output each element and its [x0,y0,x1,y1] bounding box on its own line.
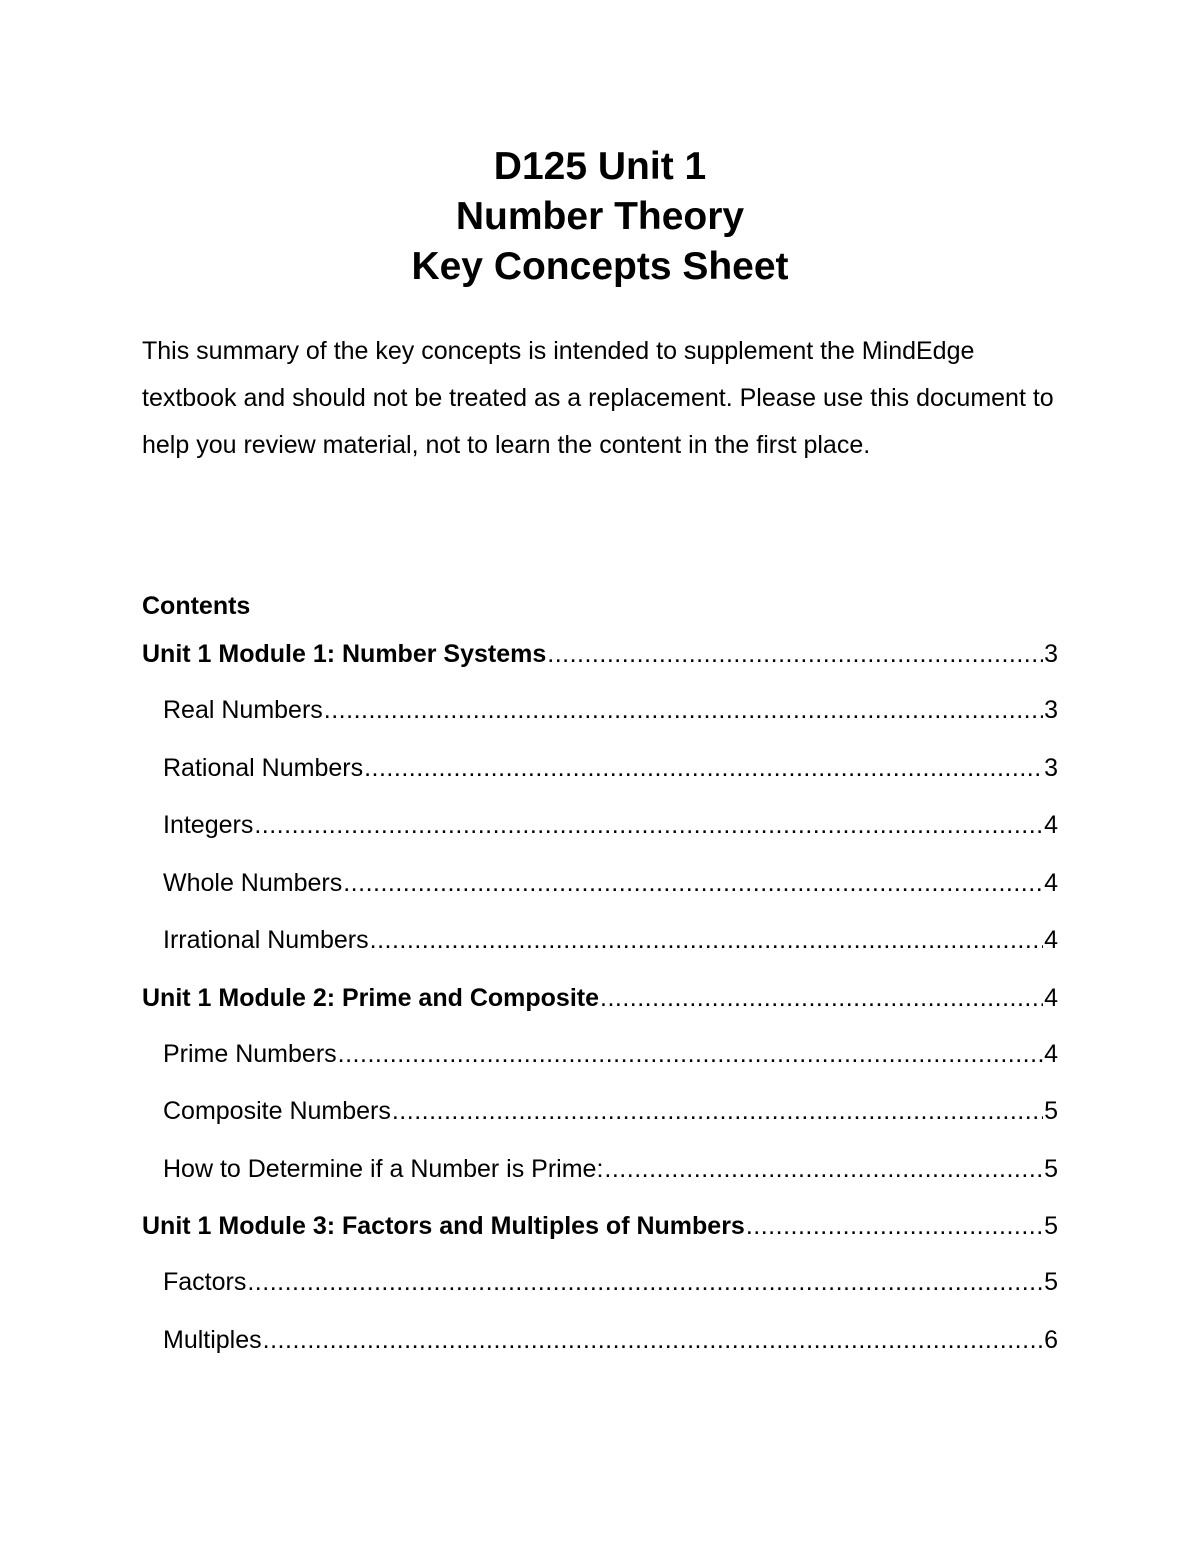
contents-heading: Contents [142,592,251,620]
toc-entry-real-numbers[interactable] [142,691,1058,749]
toc-entry-composite-numbers[interactable] [142,1092,1058,1150]
table-of-contents [142,635,1058,1378]
toc-entry-label: Prime Numbers [163,1039,337,1068]
toc-entry-label: Unit 1 Module 3: Factors and Multiples of Numbers [142,1212,745,1240]
toc-page-number: 5 [1044,1212,1058,1240]
toc-page-number: 3 [1044,753,1058,782]
intro-paragraph: This summary of the key concepts is intended to supplement the MindEdge textbook and should not be treated as a replacement. Please use this document to help you review material, not to learn the content in the first place. [142,337,1054,459]
toc-leader-dots [370,921,1043,959]
toc-entry-multiples[interactable] [142,1321,1058,1379]
toc-entry-label: Whole Numbers [163,868,343,897]
toc-leader-dots [600,979,1043,1017]
toc-entry-label: Unit 1 Module 2: Prime and Composite [142,983,599,1012]
toc-entry-label: Multiples [163,1325,262,1354]
toc-entry-label: Composite Numbers [163,1097,391,1125]
toc-page-number: 6 [1044,1325,1058,1354]
toc-leader-dots [263,1321,1043,1359]
toc-page-number: 5 [1044,1268,1058,1296]
toc-entry-label: Real Numbers [163,696,323,724]
title-line-course: D125 Unit 1 [493,145,707,188]
toc-page-number: 3 [1044,640,1058,668]
toc-entry-label: Integers [163,811,254,839]
toc-leader-dots [746,1207,1043,1245]
title-line-sheet: Key Concepts Sheet [411,245,789,288]
toc-page-number: 5 [1044,1097,1058,1125]
toc-entry-factors[interactable] [142,1263,1058,1321]
toc-entry-label: Rational Numbers [163,753,364,782]
toc-entry-irrational-numbers[interactable] [142,921,1058,979]
toc-entry-integers[interactable] [142,806,1058,864]
toc-page-number: 5 [1044,1154,1058,1183]
toc-leader-dots [392,1092,1043,1130]
toc-entry-prime-numbers[interactable] [142,1035,1058,1093]
toc-leader-dots [338,1035,1043,1073]
toc-leader-dots [343,864,1043,902]
toc-leader-dots [247,1263,1043,1301]
toc-entry-label: How to Determine if a Number is Prime: [163,1154,604,1183]
toc-leader-dots [364,749,1043,787]
toc-leader-dots [547,635,1043,673]
toc-leader-dots [604,1150,1043,1188]
toc-entry-rational-numbers[interactable] [142,749,1058,807]
toc-page-number: 4 [1044,926,1058,954]
toc-entry-module-2[interactable] [142,979,1058,1035]
toc-page-number: 4 [1044,868,1058,897]
title-line-topic: Number Theory [455,195,745,238]
toc-leader-dots [324,691,1043,729]
toc-entry-whole-numbers[interactable] [142,864,1058,922]
document-title [0,142,1200,292]
toc-page-number: 4 [1044,811,1058,839]
toc-entry-module-3[interactable] [142,1207,1058,1263]
toc-entry-determine-prime[interactable] [142,1150,1058,1208]
toc-page-number: 4 [1044,1039,1058,1068]
toc-page-number: 4 [1044,983,1058,1012]
toc-entry-label: Irrational Numbers [163,926,369,954]
toc-entry-module-1[interactable] [142,635,1058,691]
toc-leader-dots [254,806,1043,844]
toc-page-number: 3 [1044,696,1058,724]
toc-entry-label: Unit 1 Module 1: Number Systems [142,640,547,668]
toc-entry-label: Factors [163,1268,247,1296]
